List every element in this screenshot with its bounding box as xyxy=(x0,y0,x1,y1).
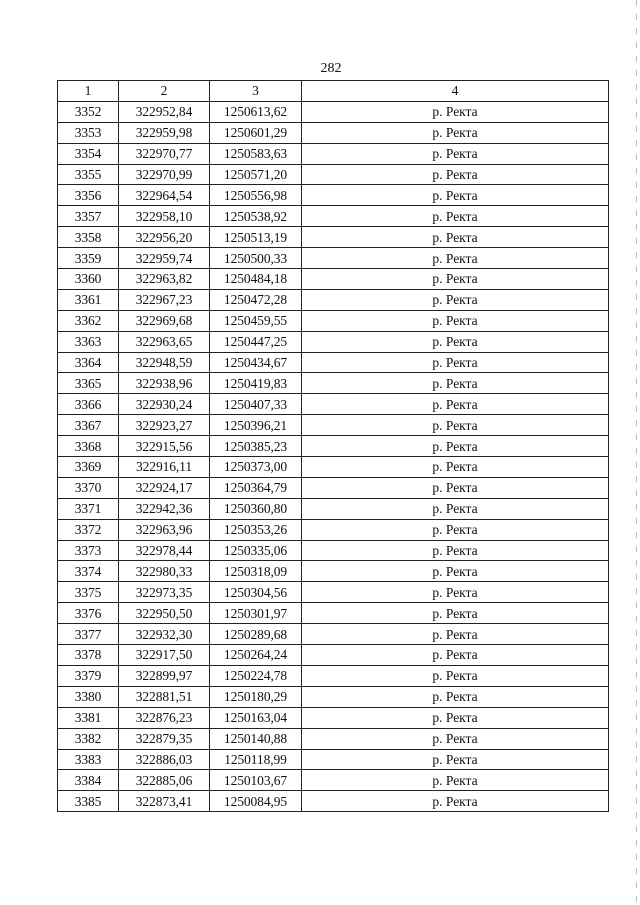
x-coordinate-cell: 322885,06 xyxy=(119,770,210,791)
point-number-cell: 3366 xyxy=(58,394,119,415)
point-number-cell: 3361 xyxy=(58,289,119,310)
table-row xyxy=(58,707,609,728)
description-cell: р. Ректа xyxy=(302,749,609,770)
description-cell: р. Ректа xyxy=(302,603,609,624)
y-coordinate-cell: 1250556,98 xyxy=(210,185,302,206)
table-row xyxy=(58,289,609,310)
x-coordinate-cell: 322963,65 xyxy=(119,331,210,352)
x-coordinate-cell: 322942,36 xyxy=(119,498,210,519)
x-coordinate-cell: 322930,24 xyxy=(119,394,210,415)
description-cell: р. Ректа xyxy=(302,436,609,457)
table-row xyxy=(58,310,609,331)
table-row xyxy=(58,373,609,394)
description-cell: р. Ректа xyxy=(302,498,609,519)
x-coordinate-cell: 322970,77 xyxy=(119,143,210,164)
y-coordinate-cell: 1250289,68 xyxy=(210,624,302,645)
description-cell: р. Ректа xyxy=(302,645,609,666)
x-coordinate-cell: 322881,51 xyxy=(119,686,210,707)
point-number-cell: 3379 xyxy=(58,665,119,686)
point-number-cell: 3354 xyxy=(58,143,119,164)
x-coordinate-cell: 322958,10 xyxy=(119,206,210,227)
point-number-cell: 3374 xyxy=(58,561,119,582)
point-number-cell: 3367 xyxy=(58,415,119,436)
point-number-cell: 3368 xyxy=(58,436,119,457)
description-cell: р. Ректа xyxy=(302,206,609,227)
x-coordinate-cell: 322924,17 xyxy=(119,477,210,498)
table-row xyxy=(58,457,609,478)
x-coordinate-cell: 322948,59 xyxy=(119,352,210,373)
table-row xyxy=(58,749,609,770)
page-number: 282 xyxy=(320,61,342,76)
y-coordinate-cell: 1250180,29 xyxy=(210,686,302,707)
y-coordinate-cell: 1250084,95 xyxy=(210,791,302,812)
table-row xyxy=(58,227,609,248)
x-coordinate-cell: 322876,23 xyxy=(119,707,210,728)
point-number-cell: 3358 xyxy=(58,227,119,248)
table-row xyxy=(58,686,609,707)
point-number-cell: 3377 xyxy=(58,624,119,645)
x-coordinate-cell: 322970,99 xyxy=(119,164,210,185)
point-number-cell: 3376 xyxy=(58,603,119,624)
y-coordinate-cell: 1250500,33 xyxy=(210,248,302,269)
point-number-cell: 3364 xyxy=(58,352,119,373)
y-coordinate-cell: 1250434,67 xyxy=(210,352,302,373)
description-cell: р. Ректа xyxy=(302,352,609,373)
point-number-cell: 3359 xyxy=(58,248,119,269)
point-number-cell: 3369 xyxy=(58,457,119,478)
y-coordinate-cell: 1250118,99 xyxy=(210,749,302,770)
table-row xyxy=(58,248,609,269)
y-coordinate-cell: 1250484,18 xyxy=(210,269,302,290)
point-number-cell: 3356 xyxy=(58,185,119,206)
column-header-description: 4 xyxy=(302,81,609,102)
x-coordinate-cell: 322952,84 xyxy=(119,101,210,122)
table-row xyxy=(58,665,609,686)
table-row xyxy=(58,770,609,791)
point-number-cell: 3360 xyxy=(58,269,119,290)
x-coordinate-cell: 322923,27 xyxy=(119,415,210,436)
description-cell: р. Ректа xyxy=(302,561,609,582)
y-coordinate-cell: 1250353,26 xyxy=(210,519,302,540)
x-coordinate-cell: 322917,50 xyxy=(119,645,210,666)
point-number-cell: 3352 xyxy=(58,101,119,122)
y-coordinate-cell: 1250140,88 xyxy=(210,728,302,749)
description-cell: р. Ректа xyxy=(302,164,609,185)
description-cell: р. Ректа xyxy=(302,686,609,707)
table-row xyxy=(58,101,609,122)
point-number-cell: 3384 xyxy=(58,770,119,791)
scan-edge-line xyxy=(636,0,637,905)
y-coordinate-cell: 1250163,04 xyxy=(210,707,302,728)
y-coordinate-cell: 1250419,83 xyxy=(210,373,302,394)
point-number-cell: 3380 xyxy=(58,686,119,707)
column-header-x-coordinate: 2 xyxy=(119,81,210,102)
description-cell: р. Ректа xyxy=(302,770,609,791)
x-coordinate-cell: 322879,35 xyxy=(119,728,210,749)
table-row xyxy=(58,164,609,185)
table-row xyxy=(58,498,609,519)
table-header-row xyxy=(58,81,609,102)
y-coordinate-cell: 1250264,24 xyxy=(210,645,302,666)
point-number-cell: 3383 xyxy=(58,749,119,770)
description-cell: р. Ректа xyxy=(302,457,609,478)
x-coordinate-cell: 322980,33 xyxy=(119,561,210,582)
table-row xyxy=(58,519,609,540)
x-coordinate-cell: 322963,96 xyxy=(119,519,210,540)
table-row xyxy=(58,645,609,666)
description-cell: р. Ректа xyxy=(302,791,609,812)
y-coordinate-cell: 1250360,80 xyxy=(210,498,302,519)
y-coordinate-cell: 1250407,33 xyxy=(210,394,302,415)
description-cell: р. Ректа xyxy=(302,227,609,248)
x-coordinate-cell: 322973,35 xyxy=(119,582,210,603)
description-cell: р. Ректа xyxy=(302,122,609,143)
point-number-cell: 3375 xyxy=(58,582,119,603)
table-row xyxy=(58,624,609,645)
point-number-cell: 3372 xyxy=(58,519,119,540)
description-cell: р. Ректа xyxy=(302,248,609,269)
table-row xyxy=(58,540,609,561)
point-number-cell: 3371 xyxy=(58,498,119,519)
description-cell: р. Ректа xyxy=(302,185,609,206)
table-row xyxy=(58,415,609,436)
y-coordinate-cell: 1250601,29 xyxy=(210,122,302,143)
table-row xyxy=(58,269,609,290)
y-coordinate-cell: 1250459,55 xyxy=(210,310,302,331)
column-header-point-number: 1 xyxy=(58,81,119,102)
y-coordinate-cell: 1250472,28 xyxy=(210,289,302,310)
description-cell: р. Ректа xyxy=(302,373,609,394)
x-coordinate-cell: 322899,97 xyxy=(119,665,210,686)
point-number-cell: 3353 xyxy=(58,122,119,143)
y-coordinate-cell: 1250103,67 xyxy=(210,770,302,791)
x-coordinate-cell: 322959,98 xyxy=(119,122,210,143)
table-row xyxy=(58,206,609,227)
table-row xyxy=(58,582,609,603)
y-coordinate-cell: 1250301,97 xyxy=(210,603,302,624)
description-cell: р. Ректа xyxy=(302,310,609,331)
y-coordinate-cell: 1250396,21 xyxy=(210,415,302,436)
x-coordinate-cell: 322886,03 xyxy=(119,749,210,770)
table-row xyxy=(58,603,609,624)
table-row xyxy=(58,728,609,749)
y-coordinate-cell: 1250571,20 xyxy=(210,164,302,185)
x-coordinate-cell: 322938,96 xyxy=(119,373,210,394)
description-cell: р. Ректа xyxy=(302,269,609,290)
table-body xyxy=(58,101,609,811)
y-coordinate-cell: 1250538,92 xyxy=(210,206,302,227)
y-coordinate-cell: 1250364,79 xyxy=(210,477,302,498)
table-row xyxy=(58,143,609,164)
description-cell: р. Ректа xyxy=(302,101,609,122)
x-coordinate-cell: 322873,41 xyxy=(119,791,210,812)
table-row xyxy=(58,394,609,415)
column-header-y-coordinate: 3 xyxy=(210,81,302,102)
description-cell: р. Ректа xyxy=(302,540,609,561)
description-cell: р. Ректа xyxy=(302,707,609,728)
y-coordinate-cell: 1250304,56 xyxy=(210,582,302,603)
y-coordinate-cell: 1250613,62 xyxy=(210,101,302,122)
point-number-cell: 3385 xyxy=(58,791,119,812)
y-coordinate-cell: 1250385,23 xyxy=(210,436,302,457)
point-number-cell: 3355 xyxy=(58,164,119,185)
description-cell: р. Ректа xyxy=(302,728,609,749)
table-row xyxy=(58,791,609,812)
description-cell: р. Ректа xyxy=(302,394,609,415)
point-number-cell: 3365 xyxy=(58,373,119,394)
x-coordinate-cell: 322964,54 xyxy=(119,185,210,206)
description-cell: р. Ректа xyxy=(302,519,609,540)
x-coordinate-cell: 322978,44 xyxy=(119,540,210,561)
table-row xyxy=(58,185,609,206)
point-number-cell: 3378 xyxy=(58,645,119,666)
description-cell: р. Ректа xyxy=(302,665,609,686)
point-number-cell: 3357 xyxy=(58,206,119,227)
table-row xyxy=(58,561,609,582)
y-coordinate-cell: 1250447,25 xyxy=(210,331,302,352)
y-coordinate-cell: 1250224,78 xyxy=(210,665,302,686)
x-coordinate-cell: 322963,82 xyxy=(119,269,210,290)
x-coordinate-cell: 322950,50 xyxy=(119,603,210,624)
table-row xyxy=(58,477,609,498)
point-number-cell: 3363 xyxy=(58,331,119,352)
table-row xyxy=(58,352,609,373)
description-cell: р. Ректа xyxy=(302,415,609,436)
point-number-cell: 3373 xyxy=(58,540,119,561)
point-number-cell: 3370 xyxy=(58,477,119,498)
x-coordinate-cell: 322915,56 xyxy=(119,436,210,457)
x-coordinate-cell: 322969,68 xyxy=(119,310,210,331)
x-coordinate-cell: 322916,11 xyxy=(119,457,210,478)
description-cell: р. Ректа xyxy=(302,582,609,603)
description-cell: р. Ректа xyxy=(302,624,609,645)
description-cell: р. Ректа xyxy=(302,477,609,498)
table-row xyxy=(58,331,609,352)
x-coordinate-cell: 322959,74 xyxy=(119,248,210,269)
y-coordinate-cell: 1250513,19 xyxy=(210,227,302,248)
description-cell: р. Ректа xyxy=(302,289,609,310)
table-row xyxy=(58,122,609,143)
description-cell: р. Ректа xyxy=(302,331,609,352)
y-coordinate-cell: 1250335,06 xyxy=(210,540,302,561)
description-cell: р. Ректа xyxy=(302,143,609,164)
point-number-cell: 3381 xyxy=(58,707,119,728)
coordinates-table xyxy=(57,80,609,812)
y-coordinate-cell: 1250583,63 xyxy=(210,143,302,164)
x-coordinate-cell: 322967,23 xyxy=(119,289,210,310)
point-number-cell: 3382 xyxy=(58,728,119,749)
table-row xyxy=(58,436,609,457)
x-coordinate-cell: 322956,20 xyxy=(119,227,210,248)
x-coordinate-cell: 322932,30 xyxy=(119,624,210,645)
point-number-cell: 3362 xyxy=(58,310,119,331)
y-coordinate-cell: 1250318,09 xyxy=(210,561,302,582)
y-coordinate-cell: 1250373,00 xyxy=(210,457,302,478)
